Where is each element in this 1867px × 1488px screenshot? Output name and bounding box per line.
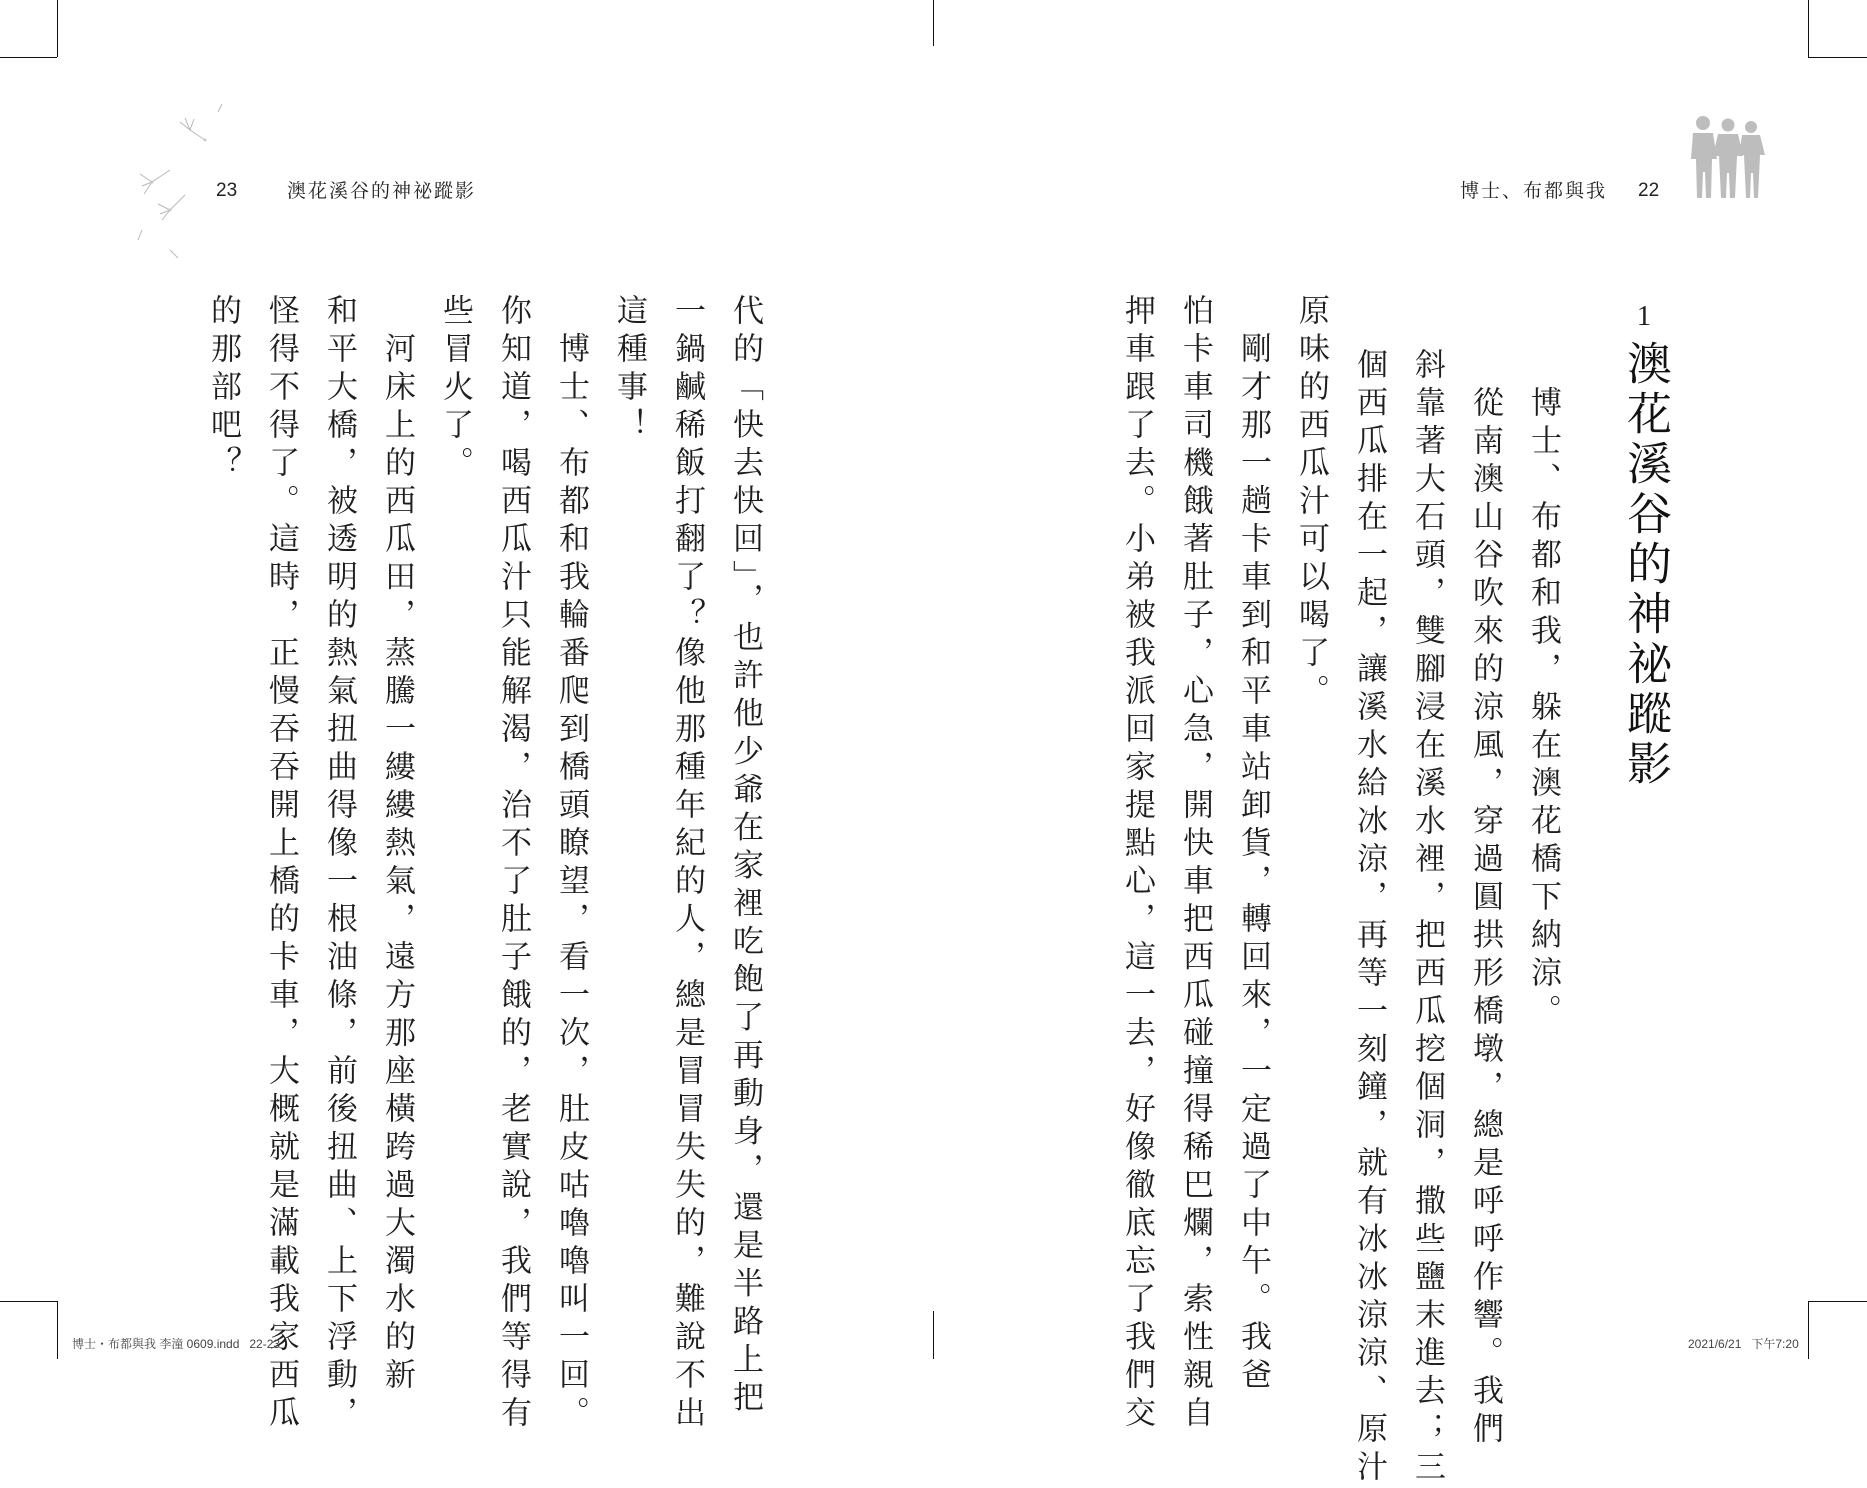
body-column: 斜靠著大石頭，雙腳浸在溪水裡，把西瓜挖個洞，撒些鹽末進去；三: [1409, 348, 1445, 1488]
right-page-number: 22: [1638, 180, 1660, 201]
body-column: 河床上的西瓜田，蒸騰一縷縷熱氣，遠方那座橫跨過大濁水的新: [379, 294, 415, 1396]
crop-mark: [1808, 1301, 1867, 1302]
crop-mark: [1808, 1301, 1809, 1359]
body-column: 代的「快去快回」，也許他少爺在家裡吃飽了再動身，還是半路上把: [727, 294, 763, 1419]
crop-mark: [1808, 57, 1867, 58]
crop-mark: [57, 1301, 58, 1359]
body-column: 的那部吧？: [205, 294, 241, 484]
body-column: 些冒火了。: [437, 294, 473, 484]
crop-mark: [933, 1311, 934, 1359]
body-column: 這種事！: [611, 294, 647, 446]
chapter-title: 澳花溪谷的神祕蹤影: [1619, 340, 1672, 790]
body-column: 押車跟了去。小弟被我派回家提點心，這一去，好像徹底忘了我們交: [1119, 294, 1155, 1434]
crop-mark: [0, 1301, 57, 1302]
body-column: 怕卡車司機餓著肚子，心急，開快車把西瓜碰撞得稀巴爛，索性親自: [1177, 294, 1213, 1434]
body-column: 從南澳山谷吹來的涼風，穿過圓拱形橋墩，總是呼呼作響。我們: [1467, 348, 1503, 1450]
crop-mark: [57, 0, 58, 57]
chapter-number: 1: [1628, 300, 1660, 332]
body-column: 你知道，喝西瓜汁只能解渴，治不了肚子餓的，老實說，我們等得有: [495, 294, 531, 1434]
body-column: 原味的西瓜汁可以喝了。: [1293, 294, 1329, 712]
body-column: 一鍋鹹稀飯打翻了？像他那種年紀的人，總是冒冒失失的，難說不出: [669, 294, 705, 1434]
body-column: 和平大橋，被透明的熱氣扭曲得像一根油條，前後扭曲、上下浮動，: [321, 294, 357, 1434]
left-running-head: 澳花溪谷的神祕蹤影: [287, 180, 477, 202]
left-page-number: 23: [216, 180, 238, 201]
body-column: 博士、布都和我，躲在澳花橋下納涼。: [1525, 348, 1561, 1032]
crop-mark: [0, 57, 57, 58]
body-column: 剛才那一趟卡車到和平車站卸貨，轉回來，一定過了中午。我爸: [1235, 294, 1271, 1396]
slug-file-info: 博士・布都與我 李潼 0609.indd 22-23: [72, 1337, 281, 1351]
crop-mark: [933, 0, 934, 46]
right-running-head: 博士、布都與我: [1460, 180, 1608, 202]
body-column: 個西瓜排在一起，讓溪水給冰涼，再等一刻鐘，就有冰冰涼涼、原汁: [1351, 348, 1387, 1488]
three-figures-silhouette-icon: [1685, 113, 1769, 198]
body-column: 怪得不得了。這時，正慢吞吞開上橋的卡車，大概就是滿載我家西瓜: [263, 294, 299, 1434]
body-column: 博士、布都和我輪番爬到橋頭瞭望，看一次，肚皮咕嚕嚕叫一回。: [553, 294, 589, 1434]
crop-mark: [1808, 0, 1809, 57]
slug-timestamp: 2021/6/21 下午7:20: [1688, 1337, 1799, 1351]
